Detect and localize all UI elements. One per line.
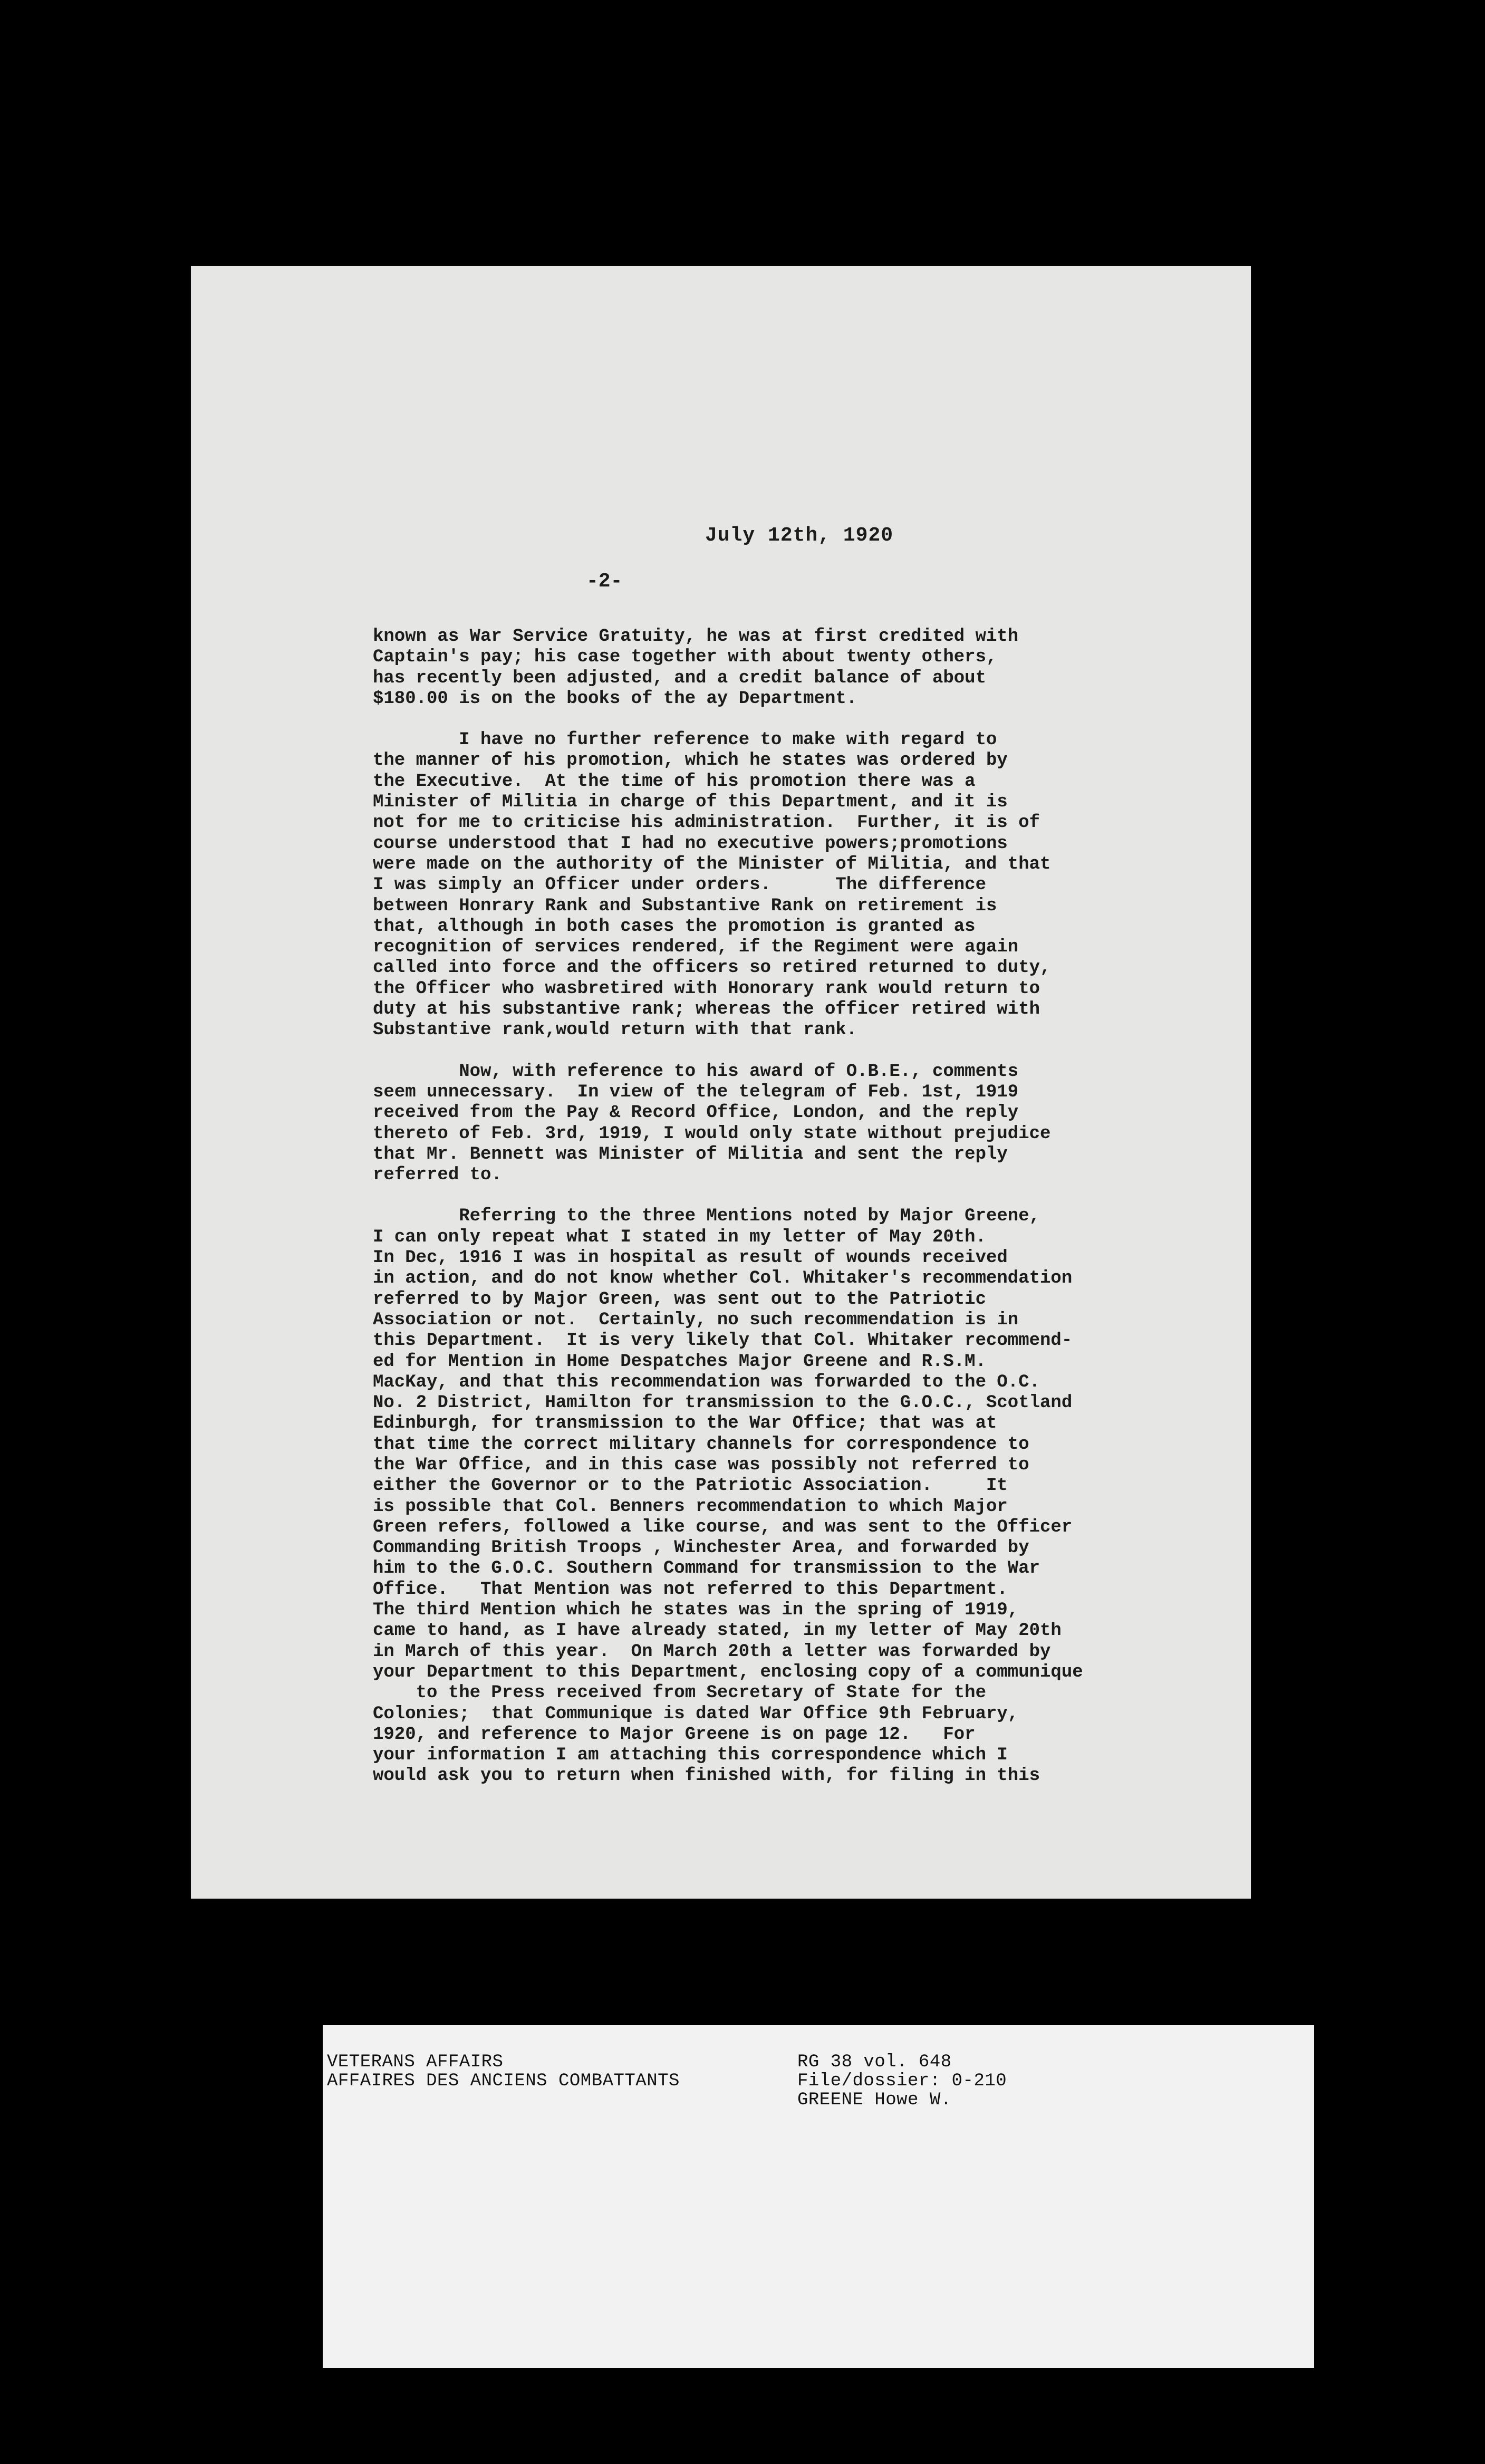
paragraph-gratuity: known as War Service Gratuity, he was at first credited with Captain's pay; his case together with about twenty others, has recently been adjusted, and a credit balance of about $180.00 is on the books of the ay Department. [373,627,1019,709]
archive-label [323,2025,1314,2368]
paragraph-mentions: Referring to the three Mentions noted by Major Greene, I can only repeat what I stated in my letter of May 20th. In Dec, 1916 I was in hospital as result of wounds received in action, and do not know whether Col. Whitaker's recommendation referred to by Major Green, was sent out to the Patriotic Association or not. Certainly, no such recommendation is in this Department. It is very likely that Col. Whitaker recommend- ed for Mention in Home Despatches Major Greene and R.S.M. MacKay, and that this recommendation was forwarded to the O.C. No. 2 District, Hamilton for transmission to the G.O.C., Scotland Edinburgh, for transmission to the War Office; that was at that time the correct military channels for correspondence to the War Office, and in this case was possibly not referred to either the Governor or to the Patriotic Association. It is possible that Col. Benners recommendation to which Major Green refers, followed a like course, and was sent to the Officer Commanding British Troops , Winchester Area, and forwarded by him to the G.O.C. Southern Command for transmission to the War Office. That Mention was not referred to this Department. The third Mention which he states was in the spring of 1919, came to hand, as I have already stated, in my letter of May 20th in March of this year. On March 20th a letter was forwarded by your Department to this Department, enclosing copy of a communique to the Press received from Secretary of State for the Colonies; that Communique is dated War Office 9th February, 1920, and reference to Major Greene is on page 12. For your information I am attaching this correspondence which I would ask you to return when finished with, for filing in this [373,1206,1083,1786]
archive-label-department: VETERANS AFFAIRS AFFAIRES DES ANCIENS COMBATTANTS [327,2052,680,2091]
page-number: -2- [586,570,623,593]
paragraph-promotion: I have no further reference to make with regard to the manner of his promotion, which he states was ordered by the Executive. At the time of his promotion there was a Minister of Militia in charge of this Department, and it is not for me to criticise his administration. Further, it is of course understood that I had no executive powers;promotions were made on the authority of the Minister of Militia, and that I was simply an Officer under orders. The difference between Honrary Rank and Substantive Rank on retirement is that, although in both cases the promotion is granted as recognition of services rendered, if the Regiment were again called into force and the officers so retired returned to duty, the Officer who wasbretired with Honorary rank would return to duty at his substantive rank; whereas the officer retired with Substantive rank,would return with that rank. [373,730,1051,1041]
archive-label-reference: RG 38 vol. 648 File/dossier: 0-210 GREENE Howe W. [797,2052,1007,2110]
letter-body [373,627,1243,1787]
letter-page [191,266,1251,1899]
paragraph-obe: Now, with reference to his award of O.B.E., comments seem unnecessary. In view of the telegram of Feb. 1st, 1919 received from the Pay & Record Office, London, and the reply thereto of Feb. 3rd, 1919, I would only state without prejudice that Mr. Bennett was Minister of Militia and sent the reply referred to. [373,1061,1051,1186]
letter-date: July 12th, 1920 [705,524,894,547]
